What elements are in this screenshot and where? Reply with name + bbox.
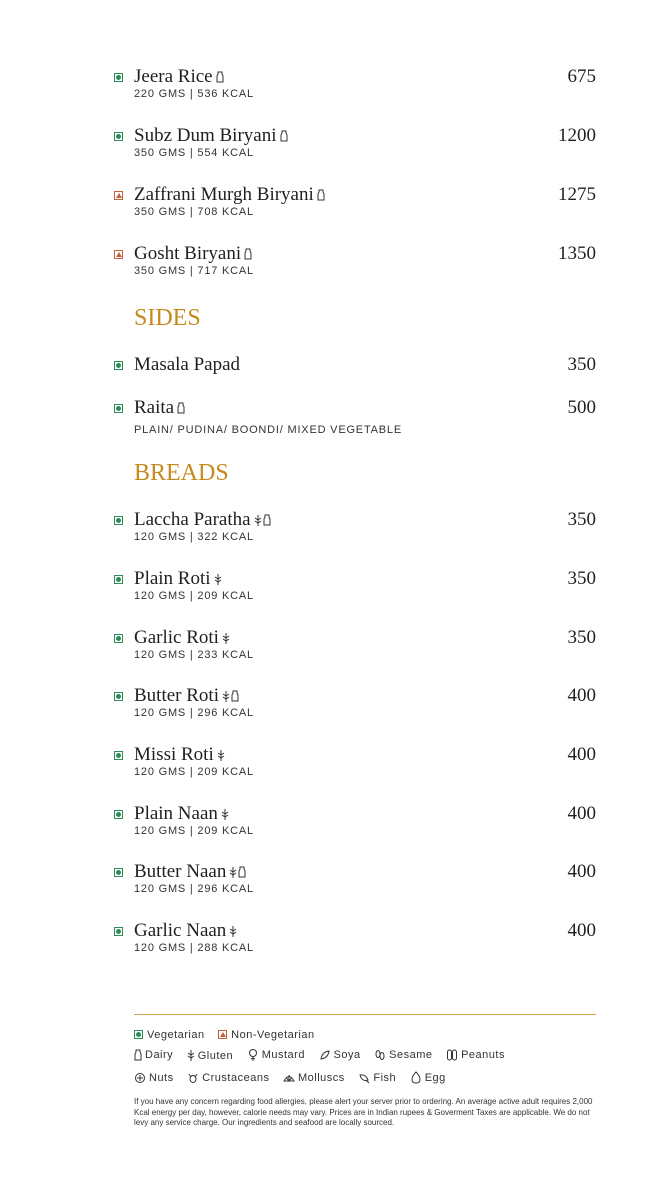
legend-peanuts: Peanuts — [446, 1049, 505, 1061]
diet-legend — [134, 1028, 325, 1041]
item-price: 400 — [567, 920, 596, 941]
item-meta: 220 GMS | 536 KCAL — [134, 88, 254, 100]
nuts-icon — [134, 1072, 146, 1084]
item-name: Plain Roti — [134, 568, 222, 591]
dairy-icon — [216, 67, 224, 89]
item-meta: 120 GMS | 209 KCAL — [134, 825, 254, 837]
dairy-icon — [231, 686, 239, 708]
item-name: Gosht Biryani — [134, 243, 252, 266]
sesame-icon — [374, 1049, 386, 1061]
item-name: Masala Papad — [134, 354, 241, 375]
legend-gluten: Gluten — [187, 1050, 233, 1062]
item-price: 1200 — [558, 125, 596, 146]
gluten-icon — [229, 921, 237, 943]
item-price: 500 — [567, 397, 596, 418]
veg-marker-icon — [114, 868, 123, 877]
legend-mustard: Mustard — [247, 1049, 305, 1061]
nonveg-marker-icon — [114, 250, 123, 259]
item-price: 400 — [567, 744, 596, 765]
gluten-icon — [214, 569, 222, 591]
item-meta: 120 GMS | 233 KCAL — [134, 649, 254, 661]
legend-fish: Fish — [358, 1072, 396, 1084]
veg-marker-icon — [114, 404, 123, 413]
item-price: 350 — [567, 354, 596, 375]
nonveg-marker-icon — [218, 1030, 227, 1039]
soya-icon — [319, 1049, 331, 1061]
item-name: Subz Dum Biryani — [134, 125, 288, 148]
dairy-icon — [280, 126, 288, 148]
mustard-icon — [247, 1049, 259, 1061]
legend-vegetarian: Vegetarian — [134, 1029, 205, 1041]
fish-icon — [358, 1072, 370, 1084]
egg-icon — [410, 1071, 422, 1084]
item-meta: PLAIN/ PUDINA/ BOONDI/ MIXED VEGETABLE — [134, 424, 402, 436]
legend-nuts: Nuts — [134, 1072, 174, 1084]
veg-marker-icon — [114, 132, 123, 141]
allergen-legend-row-2 — [134, 1071, 456, 1087]
item-price: 350 — [567, 627, 596, 648]
dairy-icon — [317, 185, 325, 207]
item-meta: 350 GMS | 717 KCAL — [134, 265, 254, 277]
allergen-legend-row-1 — [134, 1049, 515, 1064]
section-title-sides: SIDES — [134, 305, 201, 331]
item-name: Butter Roti — [134, 685, 239, 708]
allergy-disclaimer: If you have any concern regarding food allergies, please alert your server prior to ordering. An average active adult requires 2,000 Kcal energy per day, however, calorie needs may vary. Prices are in Indian rupees & Goverment Taxes are applicable. We do not levy any service charge. Our ingredients and seafood are locally sourced. — [134, 1097, 593, 1127]
section-title-breads: BREADS — [134, 460, 229, 486]
item-meta: 120 GMS | 209 KCAL — [134, 590, 254, 602]
item-meta: 120 GMS | 288 KCAL — [134, 942, 254, 954]
item-name: Butter Naan — [134, 861, 246, 884]
item-price: 350 — [567, 509, 596, 530]
nonveg-marker-icon — [114, 191, 123, 200]
item-name: Garlic Naan — [134, 920, 237, 943]
veg-marker-icon — [114, 575, 123, 584]
item-name: Plain Naan — [134, 803, 229, 826]
veg-marker-icon — [114, 751, 123, 760]
legend-sesame: Sesame — [374, 1049, 432, 1061]
veg-marker-icon — [114, 516, 123, 525]
dairy-icon — [263, 510, 271, 532]
gluten-icon — [222, 628, 230, 650]
legend-soya: Soya — [319, 1049, 361, 1061]
crustaceans-icon — [187, 1072, 199, 1084]
divider — [134, 1014, 596, 1015]
legend-nonvegetarian: Non-Vegetarian — [218, 1029, 314, 1041]
item-name: Jeera Rice — [134, 66, 224, 89]
item-price: 1350 — [558, 243, 596, 264]
item-name: Missi Roti — [134, 744, 225, 767]
gluten-icon — [222, 686, 230, 708]
legend-molluscs: Molluscs — [283, 1072, 345, 1084]
item-meta: 120 GMS | 209 KCAL — [134, 766, 254, 778]
gluten-icon — [187, 1050, 195, 1061]
molluscs-icon — [283, 1072, 295, 1084]
item-name: Raita — [134, 397, 185, 420]
dairy-icon — [177, 398, 185, 420]
item-name: Laccha Paratha — [134, 509, 271, 532]
item-meta: 350 GMS | 708 KCAL — [134, 206, 254, 218]
veg-marker-icon — [114, 634, 123, 643]
legend-dairy: Dairy — [134, 1049, 173, 1061]
legend-crustaceans: Crustaceans — [187, 1072, 269, 1084]
veg-marker-icon — [114, 692, 123, 701]
veg-marker-icon — [114, 927, 123, 936]
veg-marker-icon — [114, 73, 123, 82]
gluten-icon — [254, 510, 262, 532]
dairy-icon — [134, 1049, 142, 1061]
item-price: 350 — [567, 568, 596, 589]
item-price: 400 — [567, 685, 596, 706]
item-price: 400 — [567, 803, 596, 824]
gluten-icon — [221, 804, 229, 826]
item-name: Zaffrani Murgh Biryani — [134, 184, 325, 207]
dairy-icon — [244, 244, 252, 266]
gluten-icon — [217, 745, 225, 767]
item-meta: 120 GMS | 296 KCAL — [134, 883, 254, 895]
item-name: Garlic Roti — [134, 627, 230, 650]
item-price: 400 — [567, 861, 596, 882]
veg-marker-icon — [134, 1030, 143, 1039]
item-meta: 120 GMS | 296 KCAL — [134, 707, 254, 719]
veg-marker-icon — [114, 810, 123, 819]
peanuts-icon — [446, 1049, 458, 1061]
item-meta: 120 GMS | 322 KCAL — [134, 531, 254, 543]
item-price: 1275 — [558, 184, 596, 205]
item-meta: 350 GMS | 554 KCAL — [134, 147, 254, 159]
item-price: 675 — [567, 66, 596, 87]
veg-marker-icon — [114, 361, 123, 370]
gluten-icon — [229, 862, 237, 884]
legend-egg: Egg — [410, 1071, 446, 1084]
dairy-icon — [238, 862, 246, 884]
